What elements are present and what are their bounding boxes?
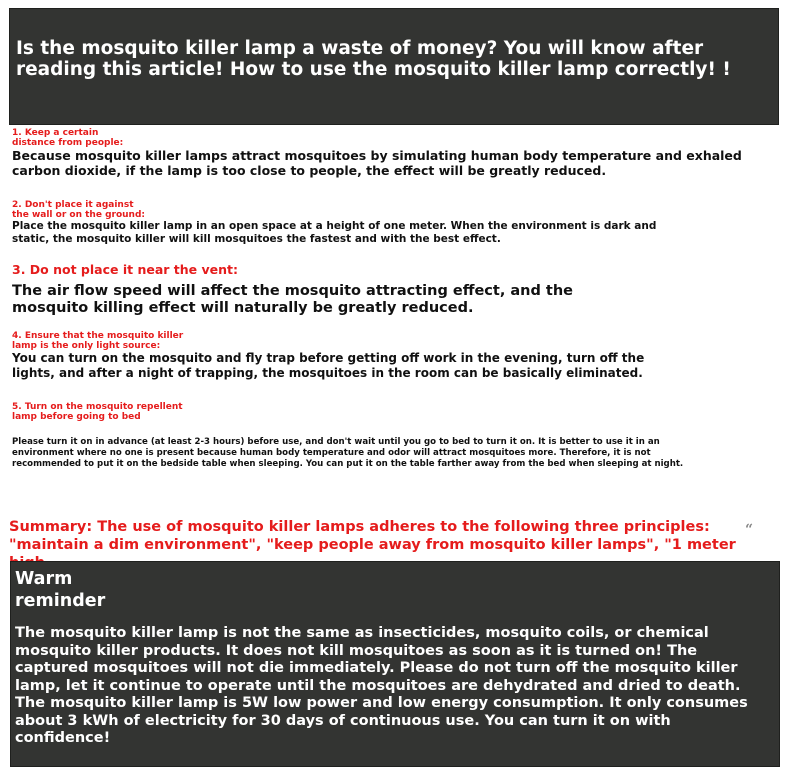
tip-5 bbox=[12, 402, 782, 470]
tip-2-body-line-2: static, the mosquito killer will kill mosquitoes the fastest and with the best effect. bbox=[12, 233, 501, 245]
tip-5-body-line-1: Please turn it on in advance (at least 2-3 hours) before use, and don't wait until you go to bed to turn it on. It is better to use it in an bbox=[12, 437, 660, 447]
article-header bbox=[9, 8, 779, 125]
tip-4 bbox=[12, 331, 782, 381]
warm-reminder-line-3: captured mosquitoes will not die immediately. Please do not turn off the mosquito killer bbox=[15, 660, 738, 676]
tip-2-body-line-1: Place the mosquito killer lamp in an open space at a height of one meter. When the environment is dark and bbox=[12, 220, 657, 232]
summary-line-2: "maintain a dim environment", "keep people away from mosquito killer lamps", "1 meter bbox=[9, 537, 736, 553]
summary-line-1: Summary: The use of mosquito killer lamps adheres to the following three principles: bbox=[9, 519, 710, 535]
warm-reminder-line-1: The mosquito killer lamp is not the same as insecticides, mosquito coils, or chemical bbox=[15, 625, 709, 641]
tip-1-body-line-1: Because mosquito killer lamps attract mosquitoes by simulating human body temperature and exhaled bbox=[12, 148, 742, 163]
tip-5-heading-line-2: lamp before going to bed bbox=[12, 412, 141, 422]
tip-5-heading bbox=[12, 402, 782, 422]
tip-4-heading bbox=[12, 331, 782, 351]
tip-5-heading-line-1: 5. Turn on the mosquito repellent bbox=[12, 402, 183, 412]
warm-reminder-line-2: mosquito killer products. It does not kill mosquitoes as soon as it is turned on! The bbox=[15, 642, 698, 659]
tip-4-body-line-1: You can turn on the mosquito and fly trap before getting off work in the evening, turn off the bbox=[12, 351, 645, 365]
tip-2-body bbox=[12, 220, 782, 246]
tip-3-body bbox=[12, 283, 782, 317]
article-title-line-1: Is the mosquito killer lamp a waste of money? You will know after bbox=[16, 38, 704, 59]
tip-5-body-line-2: environment where no one is present because human body temperature and odor will attract mosquitoes more. Therefore, it is not bbox=[12, 448, 651, 458]
warm-reminder-title bbox=[15, 568, 105, 612]
tip-4-heading-line-2: lamp is the only light source: bbox=[12, 341, 161, 351]
tip-2-heading-line-1: 2. Don't place it against bbox=[12, 200, 134, 210]
quote-mark-icon: “ bbox=[745, 522, 754, 538]
warm-reminder-line-5: The mosquito killer lamp is 5W low power and low energy consumption. It only consumes bbox=[15, 695, 748, 711]
article-title bbox=[16, 38, 766, 80]
tip-3-body-line-2: mosquito killing effect will naturally be greatly reduced. bbox=[12, 300, 474, 316]
tip-1-body bbox=[12, 148, 782, 178]
tip-5-body bbox=[12, 437, 782, 470]
tip-3-body-line-1: The air flow speed will affect the mosquito attracting effect, and the bbox=[12, 283, 574, 299]
warm-reminder-box bbox=[10, 561, 780, 767]
tip-3 bbox=[12, 262, 782, 317]
tip-1-heading-line-2: distance from people: bbox=[12, 138, 124, 148]
tip-4-body bbox=[12, 351, 782, 381]
article-title-line-2: reading this article! How to use the mosquito killer lamp correctly! ! bbox=[16, 59, 731, 80]
tip-1-heading bbox=[12, 128, 782, 148]
warm-reminder-line-4: lamp, let it continue to operate until the mosquitoes are dehydrated and dried to death. bbox=[15, 677, 741, 694]
tip-4-heading-line-1: 4. Ensure that the mosquito killer bbox=[12, 331, 184, 341]
tip-2-heading bbox=[12, 200, 782, 220]
tip-5-body-line-3: recommended to put it on the bedside table when sleeping. You can put it on the table farther away from the bed when sleeping at night. bbox=[12, 459, 684, 469]
warm-reminder-title-line-1: Warm bbox=[15, 569, 73, 589]
warm-reminder-title-line-2: reminder bbox=[15, 591, 106, 611]
tip-2-heading-line-2: the wall or on the ground: bbox=[12, 210, 145, 220]
warm-reminder-line-6: about 3 kWh of electricity for 30 days of continuous use. You can turn it on with confidence! bbox=[15, 712, 671, 746]
tip-1-body-line-2: carbon dioxide, if the lamp is too close to people, the effect will be greatly reduced. bbox=[12, 163, 607, 178]
warm-reminder-body bbox=[15, 625, 770, 748]
tip-1-heading-line-1: 1. Keep a certain bbox=[12, 128, 99, 138]
tip-2 bbox=[12, 200, 782, 246]
tip-4-body-line-2: lights, and after a night of trapping, the mosquitoes in the room can be basically eliminated. bbox=[12, 366, 643, 380]
tip-1 bbox=[12, 128, 782, 178]
tip-3-heading: 3. Do not place it near the vent: bbox=[12, 262, 238, 277]
